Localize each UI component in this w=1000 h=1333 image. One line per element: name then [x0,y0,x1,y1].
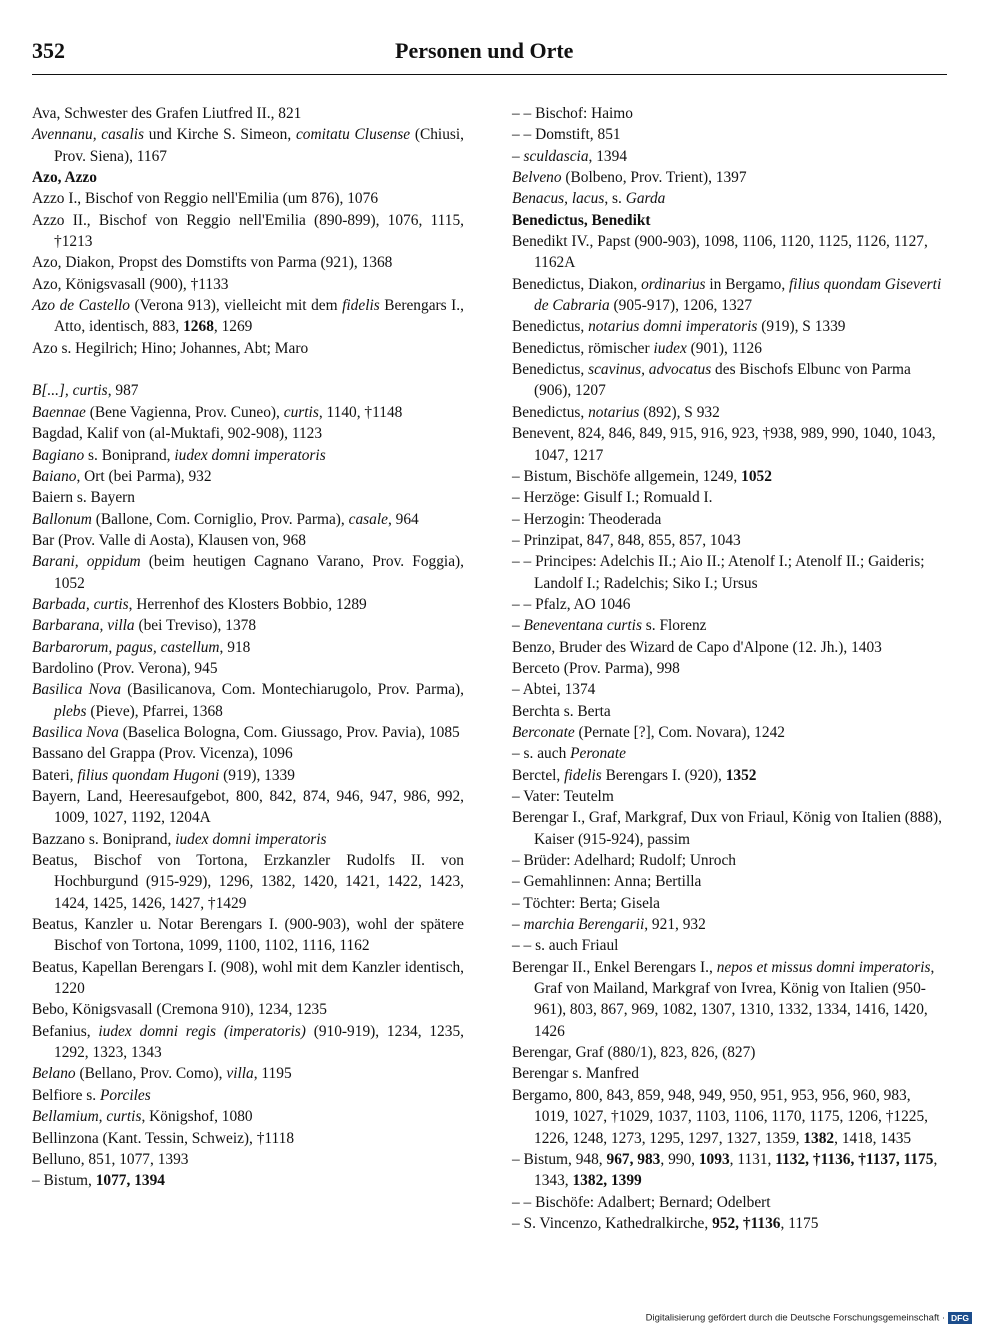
entry-text: 1268 [183,318,214,336]
entry-text: Berengar s. Manfred [512,1065,639,1083]
index-entry [512,914,945,935]
entry-text: s. Boniprand, [84,446,175,464]
entry-text: , 1131, [729,1150,776,1168]
index-entry [32,679,464,722]
entry-text: curtis [283,403,319,421]
entry-text: 1077, 1394 [95,1172,165,1190]
entry-text: 1093 [698,1150,730,1168]
index-entry [32,829,464,850]
entry-text: Porciles [99,1086,151,1104]
entry-text: (892), S 932 [639,403,720,421]
entry-text: – Gemahlinnen: Anna; Bertilla [512,873,702,891]
index-entry [512,338,945,359]
entry-text: 952, †1136 [712,1214,781,1232]
entry-text: Benedictus, [512,403,589,421]
entry-text: 967, 983 [606,1150,661,1168]
entry-text: 1352 [725,766,757,784]
entry-text: Bagdad, Kalif von (al-Muktafi, 902-908), 1123 [32,425,323,443]
entry-text: (901), 1126 [686,339,762,357]
entry-text: – – Bischöfe: Adalbert; Bernard; Odelbert [512,1193,771,1211]
index-column-right [512,103,945,1234]
entry-text: Beneventana curtis [523,617,642,635]
page-number: 352 [32,38,65,63]
index-entry [512,957,945,1042]
entry-text: Basilica Nova [32,723,119,741]
index-entry [32,594,464,615]
footer-credit: Digitalisierung gefördert durch die Deutsche Forschungsgemeinschaft · [645,1312,946,1324]
index-entry [512,1192,945,1213]
entry-text: , 1195 [253,1065,292,1083]
entry-text: , 1269 [213,318,253,336]
entry-text: (Chiusi, Prov. Siena), 1167 [54,126,465,165]
index-entry [512,658,945,679]
entry-text: (bei Treviso), 1378 [134,617,257,635]
index-entry [512,210,945,231]
entry-text: 1132, †1136, †1137, 1175 [775,1150,934,1168]
entry-text: , Ort (bei Parma), 932 [76,467,212,485]
index-entry [32,1021,464,1064]
entry-text: (Baselica Bologna, Com. Giussago, Prov. Pavia), 1085 [118,723,460,741]
entry-text: Benedikt IV., Papst (900-903), 1098, 1106, 1120, 1125, 1126, 1127, 1162A [512,233,928,272]
entry-text: – Bistum, [32,1172,96,1190]
index-entry [512,594,945,615]
entry-text: (Bolbeno, Prov. Trient), 1397 [561,169,747,187]
entry-text: (Pieve), Pfarrei, 1368 [86,702,223,720]
entry-text: notarius [588,403,640,421]
index-entry [32,487,464,508]
entry-text: , 990, [660,1150,699,1168]
index-entry [32,1063,464,1084]
index-entry [32,295,464,338]
index-entry [512,871,945,892]
entry-text: , Herrenhof des Klosters Bobbio, 1289 [128,595,367,613]
index-entry [32,1149,464,1170]
index-entry [512,1213,945,1234]
entry-text: – – s. auch Friaul [512,937,619,955]
entry-text: notarius domni imperatoris [588,318,758,336]
entry-text: Belveno [512,169,562,187]
footer [646,1312,972,1324]
index-entry [512,935,945,956]
entry-text: Belano [32,1065,76,1083]
entry-text: Belluno, 851, 1077, 1393 [32,1150,189,1168]
entry-text: – Bistum, Bischöfe allgemein, 1249, [512,467,742,485]
index-entry [32,124,464,167]
index-entry [32,1106,464,1127]
entry-text: (Verona 913), vielleicht mit dem [129,297,343,315]
index-entry [512,316,945,337]
entry-text: , 1140, †1148 [318,403,403,421]
index-entry [512,701,945,722]
entry-text: Benedictus, Benedikt [512,211,651,229]
entry-text: (Ballone, Com. Corniglio, Prov. Parma), [91,510,349,528]
entry-text: – S. Vincenzo, Kathedralkirche, [512,1214,713,1232]
index-entry [512,509,945,530]
entry-text: – Herzöge: Gisulf I.; Romuald I. [512,489,713,507]
entry-text: fidelis [342,297,380,315]
entry-text: nepos et missus domni imperatoris [716,958,931,976]
entry-text: s. Florenz [641,617,707,635]
entry-text: Berengar I., Graf, Markgraf, Dux von Friaul, König von Italien (888), Kaiser (915-924), passim [512,809,942,848]
index-entry [32,252,464,273]
entry-text: Bar (Prov. Valle di Aosta), Klausen von, 968 [32,531,307,549]
entry-text: casale [348,510,388,528]
index-entry [512,188,945,209]
entry-text: (910-919), 1234, 1235, 1292, 1323, 1343 [54,1022,464,1062]
entry-text: Bazzano s. Boniprand, [32,830,176,848]
entry-text: Beatus, Kapellan Berengars I. (908), wohl mit dem Kanzler identisch, 1220 [32,958,464,998]
entry-text: Azzo I., Bischof von Reggio nell'Emilia (um 876), 1076 [32,190,379,208]
entry-text: , Königshof, 1080 [141,1108,253,1126]
entry-text: Azo, Diakon, Propst des Domstifts von Parma (921), 1368 [32,254,393,272]
entry-text: Berchta s. Berta [512,702,611,720]
entry-text: , 964 [387,510,419,528]
entry-text: – Bistum, 948, [512,1150,607,1168]
index-entry [32,530,464,551]
index-entry [32,999,464,1020]
index-entry [32,274,464,295]
entry-text: Bardolino (Prov. Verona), 945 [32,659,218,677]
entry-text: iudex [653,339,687,357]
entry-text: Basilica Nova [32,681,122,699]
entry-text: Barbarorum, pagus, castellum [32,638,220,656]
index-entry [32,466,464,487]
index-entry [32,1128,464,1149]
entry-text: Avennanu, casalis [32,126,145,144]
entry-text: B[...], curtis [32,382,108,400]
index-entry [512,551,945,594]
entry-text: 1052 [741,467,772,485]
index-entry [32,402,464,423]
entry-text: Azo, Königsvasall (900), †1133 [32,275,229,293]
entry-text: Beatus, Bischof von Tortona, Erzkanzler Rudolfs II. von Hochburgund (915-929), 1296, 1382, 1420, 1421, 1422, 1423, 1424, 1425, 1426, 1427, †1429 [32,852,464,912]
entry-text: Azo s. Hegilrich; Hino; Johannes, Abt; Maro [32,339,309,357]
entry-text: – – Bischof: Haimo [512,105,633,122]
entry-text: comitatu Clusense [295,126,411,144]
index-entry [32,167,464,188]
entry-text: iudex domni regis (imperatoris) [98,1022,306,1040]
entry-text: – Herzogin: Theoderada [512,510,662,528]
index-entry [32,423,464,444]
entry-text: Ava, Schwester des Grafen Liutfred II., 821 [32,105,302,122]
index-entry [512,1085,945,1149]
index-entry [512,743,945,764]
entry-text: Bellinzona (Kant. Tessin, Schweiz), †1118 [32,1129,295,1147]
section-gap [32,359,464,380]
index-entry [512,466,945,487]
header-rule [32,74,947,75]
entry-text: ordinarius [641,275,706,293]
entry-text: Befanius, [32,1022,99,1040]
entry-text: – Prinzipat, 847, 848, 855, 857, 1043 [512,531,741,549]
index-entry [32,743,464,764]
index-entry [512,1149,945,1192]
entry-text: , 987 [107,382,139,400]
index-entry [32,1170,464,1191]
entry-text: des Bischofs Elbunc von Parma (906), 1207 [534,361,911,400]
index-entry [512,103,945,124]
entry-text: und Kirche S. Simeon, [144,126,296,144]
entry-text: , 1343, [534,1150,938,1190]
entry-text: , 1175 [780,1214,819,1232]
entry-text: Garda [625,190,666,208]
index-entry [512,146,945,167]
entry-text: in Bergamo, [705,275,790,293]
entry-text: Benedictus, römischer [512,339,654,357]
index-entry [512,423,945,466]
entry-text: (919), S 1339 [757,318,846,336]
entry-text: iudex domni imperatoris [175,830,327,848]
entry-text: – Töchter: Berta; Gisela [512,894,661,912]
entry-text: Baiern s. Bayern [32,489,135,507]
entry-text: Azo, Azzo [32,169,97,187]
index-entry [32,445,464,466]
entry-text: filius quondam Hugoni [77,766,220,784]
index-entry [512,893,945,914]
index-entry [32,850,464,914]
entry-text: Belfiore s. [32,1086,100,1104]
index-entry [512,167,945,188]
entry-text: (Basilicanova, Com. Montechiarugolo, Prov. Parma), [121,681,464,699]
entry-text: – – Domstift, 851 [512,126,621,144]
entry-text: Berctel, [512,766,565,784]
entry-text: (Bene Vagienna, Prov. Cuneo), [85,403,284,421]
entry-text: sculdascia [523,147,589,165]
entry-text: (919), 1339 [219,766,295,784]
entry-text: Benedictus, Diakon, [512,275,642,293]
entry-text: Ballonum [32,510,92,528]
entry-text: Peronate [570,745,626,763]
index-entry [512,637,945,658]
entry-text: Benzo, Bruder des Wizard de Capo d'Alpone (12. Jh.), 1403 [512,638,882,656]
entry-text: (beim heutigen Cagnano Varano, Prov. Foggia), 1052 [54,553,464,592]
index-entry [512,1063,945,1084]
entry-text: – Abtei, 1374 [512,681,596,699]
index-entry [512,274,945,317]
entry-text: (Bellano, Prov. Como), [75,1065,227,1083]
entry-text: Barbada, curtis [32,595,129,613]
entry-text: 1382, 1399 [572,1172,642,1190]
index-entry [512,722,945,743]
index-entry [32,380,464,401]
entry-text: plebs [54,702,87,720]
entry-text: Berengars I., Atto, identisch, 883, [54,297,464,336]
entry-text: Benedictus, [512,361,589,379]
index-entry [512,765,945,786]
entry-text: Benevent, 824, 846, 849, 915, 916, 923, †938, 989, 990, 1040, 1043, 1047, 1217 [512,425,936,464]
entry-text: Berengars I. (920), [601,766,726,784]
entry-text: Berengar II., Enkel Berengars I., [512,958,717,976]
entry-text: , Graf von Mailand, Markgraf von Ivrea, König von Italien (950-961), 803, 867, 969, 1082, 1307, 1310, 1332, 1334, 1416, 1420, 1426 [534,958,935,1040]
index-entry [32,615,464,636]
entry-text: Barani, oppidum [32,553,141,571]
entry-text: , s. [604,190,626,208]
entry-text: – [512,147,524,165]
index-entry [32,1085,464,1106]
index-entry [32,188,464,209]
entry-text: , 1394 [588,147,628,165]
entry-text: Benedictus, [512,318,589,336]
entry-text: (905-917), 1206, 1327 [609,297,753,315]
entry-text: , 918 [219,638,251,656]
entry-text: Azo de Castello [32,297,130,315]
index-entry [512,359,945,402]
entry-text: Baiano [32,467,77,485]
index-entry [32,722,464,743]
index-entry [512,487,945,508]
entry-text: – – Principes: Adelchis II.; Aio II.; Atenolf I.; Atenolf II.; Gaideris; Landolf I.; Radelchis; Siko I.; Ursus [512,553,925,592]
entry-text: – Vater: Teutelm [512,788,614,805]
entry-text: Bergamo, 800, 843, 859, 948, 949, 950, 951, 953, 956, 960, 983, 1019, 1027, †1029, 1037, 1103, 1106, 1170, 1175, 1206, †1225, 1226, 1248, 1273, 1295, 1297, 1327, 1359, [512,1086,929,1147]
entry-text: , 1418, 1435 [834,1129,912,1147]
entry-text: Bayern, Land, Heeresaufgebot, 800, 842, 874, 946, 947, 986, 992, 1009, 1027, 1192, 1204A [32,788,464,827]
index-entry [32,786,464,829]
entry-text: Barbarana, villa [32,617,135,635]
entry-text: – Brüder: Adelhard; Rudolf; Unroch [512,852,736,870]
entry-text: Azzo II., Bischof von Reggio nell'Emilia (890-899), 1076, 1115, †1213 [32,211,464,251]
entry-text: (Pernate [?], Com. Novara), 1242 [574,723,785,741]
index-entry [32,765,464,786]
index-entry [512,124,945,145]
index-entry [32,210,464,253]
index-entry [512,231,945,274]
entry-text: Bebo, Königsvasall (Cremona 910), 1234, 1235 [32,1001,327,1019]
entry-text: villa [226,1065,254,1083]
entry-text: 1382 [803,1129,835,1147]
index-entry [512,786,945,807]
index-column-left [32,103,464,1192]
entry-text: Berengar, Graf (880/1), 823, 826, (827) [512,1044,756,1062]
index-entry [512,402,945,423]
index-entry [512,1042,945,1063]
entry-text: – – Pfalz, AO 1046 [512,595,631,613]
index-entry [32,957,464,1000]
index-entry [32,509,464,530]
entry-text: Benacus, lacus [512,190,605,208]
page-title: Personen und Orte [395,38,574,63]
entry-text: scavinus, advocatus [588,361,712,379]
entry-text: iudex domni imperatoris [174,446,326,464]
entry-text: – s. auch [512,745,571,763]
entry-text: marchia Berengarii [523,916,645,934]
entry-text: Bassano del Grappa (Prov. Vicenza), 1096 [32,745,293,763]
entry-text: fidelis [564,766,602,784]
entry-text: filius quondam Giseverti de Cabraria [534,275,942,315]
index-entry [512,530,945,551]
index-entry [512,615,945,636]
index-entry [32,338,464,359]
entry-text: Bagiano [32,446,85,464]
index-entry [32,637,464,658]
index-entry [512,679,945,700]
entry-text: Beatus, Kanzler u. Notar Berengars I. (900-903), wohl der spätere Bischof von Tortona, 1099, 1100, 1102, 1116, 1162 [32,916,464,955]
entry-text: Berconate [512,723,575,741]
index-entry [32,103,464,124]
entry-text: Bellamium, curtis [32,1108,142,1126]
entry-text: – [512,916,524,934]
index-entry [512,850,945,871]
index-entry [512,807,945,850]
dfg-logo: DFG [948,1312,972,1324]
entry-text: Bateri, [32,766,78,784]
index-entry [32,914,464,957]
entry-text: Berceto (Prov. Parma), 998 [512,659,680,677]
entry-text: – [512,617,524,635]
entry-text: , 921, 932 [644,916,706,934]
entry-text: Baennae [32,403,86,421]
index-entry [32,658,464,679]
index-entry [32,551,464,594]
